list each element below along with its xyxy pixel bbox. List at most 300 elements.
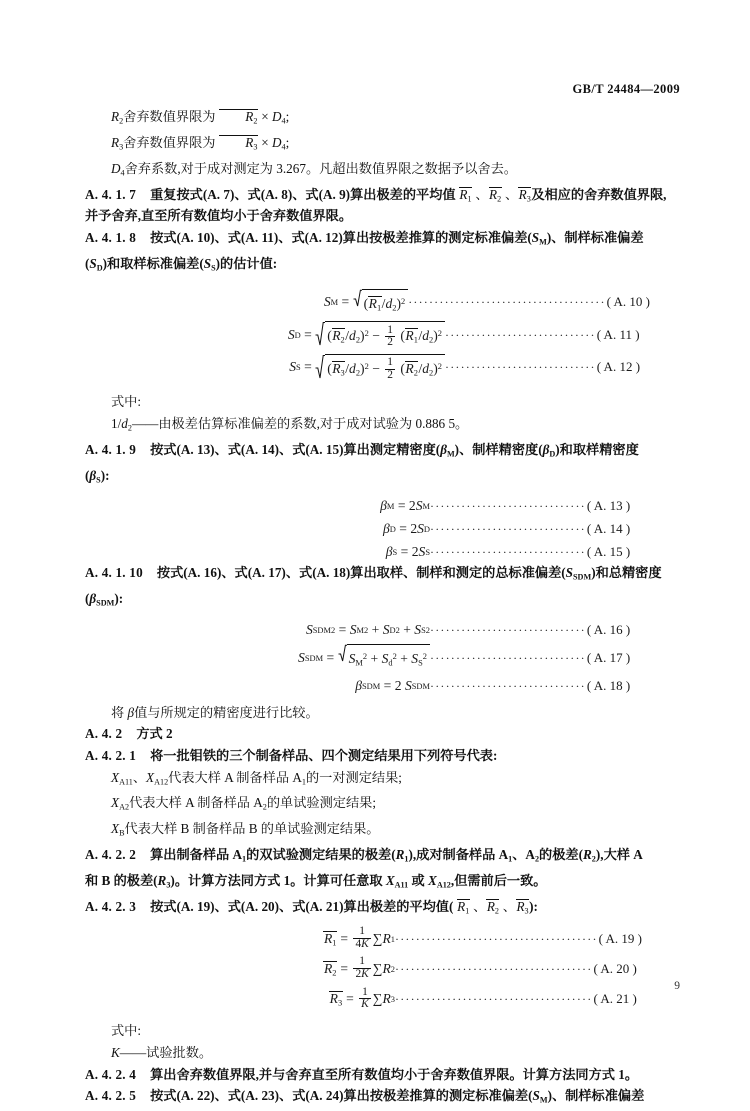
equation-a18-number: ( A. 18 ) [586,677,631,693]
X-sub-A12: A12 [154,776,169,786]
eq13-two: 2 [408,498,416,514]
beta-compare-pre: 将 [111,704,125,720]
symbol-sub-M: M [539,237,547,247]
eq20-R-sub-2: 2 [332,967,337,978]
line-r2-discard-limit [85,106,650,132]
eq12-equals: = [304,359,312,375]
sqrt-icon-a10 [353,288,362,307]
eq11-R2: R [332,328,341,344]
clause-a41110-text1: 按式(A. 16)、式(A. 17)、式(A. 18)算出取样、制样和测定的总标准偏差( [156,565,566,581]
clause-a4119-text2: )、制样精密度( [454,441,543,457]
a422-X-A12: X [428,873,437,889]
clause-a41110-text3: ): [114,591,124,607]
d2-d: d [121,415,128,431]
eq18-S: S [404,677,412,693]
clause-a4117-number: A. 4. 1. 7 [85,186,137,202]
equation-a14-expression [383,519,430,539]
eq19-frac-den [353,938,370,951]
clause-a423-number: A. 4. 2. 3 [85,898,137,914]
eq12-minus: − [372,360,380,376]
eq11-sup-2b: 2 [437,328,442,339]
eq18-equals: = [383,677,392,693]
equation-a21-leader: ······································ [395,992,593,1007]
sym2-text: 代表大样 A 制备样品 A [129,795,263,811]
symbol-beta-plain: β [127,704,135,720]
eq16-sub-M: M [356,625,364,636]
clause-a425-number: A. 4. 2. 5 [85,1088,137,1104]
eq16-SM: S [349,622,357,638]
eq14-sub-D: D [389,524,396,535]
equation-a15-row [85,542,650,562]
equation-a17-row [85,643,650,673]
a422-R-sub-2: 2 [591,854,596,864]
eq12-sub-2: 2 [355,367,361,378]
eq15-S: S [418,544,426,560]
line-r3-discard-limit [85,132,650,158]
eq15-sub-S: S [392,547,398,558]
eq15-two: 2 [411,544,419,560]
eq21-frac-num: 1 [362,985,368,998]
symbol-R: R [111,109,120,124]
eq16-SD: S [382,622,390,638]
eq13-sub-M2: M [422,501,430,512]
clause-a423-line: A. 4. 2. 3 按式(A. 19)、式(A. 20)、式(A. 21)算出极差的平均值( $R_1$ 、$R_2$ 、$R_3$): [85,898,538,916]
symbol-times-2: × [261,134,269,150]
a423-R1-sub: 1 [465,906,470,916]
a423-R3-sub: 3 [524,906,529,916]
sym1-text: 代表大样 A 制备样品 A [168,769,302,785]
a422-R-sub-1: 1 [404,854,409,864]
beta-sub-SDM: SDM [96,598,115,608]
a425-t2: )、制样标准偏差 [547,1088,645,1104]
eq19-equals: = [340,930,349,946]
eq20-sum: ∑ [372,960,383,976]
eq21-R-sub-3: 3 [337,997,343,1008]
eq19-Rbar: R [323,930,333,946]
clause-a4118-line1 [85,227,650,253]
equation-a17-expression [298,643,430,673]
clause-a42-number: A. 4. 2 [85,726,123,742]
a422-t3: ),成对制备样品 A [408,847,509,863]
eq21-frac-den [359,998,371,1011]
symbol-D-3: D [111,160,121,176]
a422-A-sub-1: 1 [242,854,247,864]
symbol-beta-D: β [542,441,550,457]
eq16-sup-2: 2 [331,625,336,636]
clause-a4118-text1: 按式(A. 10)、式(A. 11)、式(A. 12)算出按极差推算的测定标准偏差( [150,229,532,245]
eq16-S: S [305,622,313,638]
eq12-sub-2b: 2 [413,367,418,378]
equation-a12-expression: S S = $(R_3/d_2)^2$ − $\frac{1}{2}$ $(R_2/d_2)^2$ [289,353,445,383]
eq15-beta: β [385,544,393,560]
a425-sub-M: M [539,1095,548,1105]
line-r2-text: 舍弃数值界限为 [123,109,216,124]
clause-a41110-line2: $(\beta_{SDM})$: [85,591,124,608]
equation-a15-expression [386,542,430,562]
eq12-sub-3: 3 [340,367,345,378]
eq14-sub-D2: D [423,524,430,535]
a422-A1-sub: 1 [508,854,513,864]
symbol-beta-S: β [89,467,97,483]
eq18-sub-SDM2: SDM [411,680,430,691]
equation-a19-number: ( A. 19 ) [598,930,642,946]
eq19-den-K: K [361,937,369,950]
beta-sub-M: M [446,449,455,458]
clause-a4117-text1: 重复按式(A. 7)、式(A. 8)、式(A. 9)算出极差的平均值 [150,186,456,202]
a422-R-sub-3: 3 [166,880,171,890]
sqrt-icon-a11 [315,320,325,346]
d2-sub-2: 2 [127,423,132,433]
a425-t1: 按式(A. 22)、式(A. 23)、式(A. 24)算出按极差推算的测定标准偏差( [150,1088,533,1104]
eq20-Rbar: R [323,960,333,976]
eq16-plus1: + [371,622,380,638]
eq13-sub-M: M [386,501,395,512]
eq10-sub-M: M [330,297,339,308]
a422-t8: )。计算方法同方式 1。计算可任意取 [170,873,383,889]
symbol-beta-M: β [440,441,447,457]
eq12-sup-2: 2 [364,360,369,371]
eq12-d: d [349,360,356,376]
equation-a14-row [85,519,650,539]
eq19-sum: ∑ [372,930,383,946]
symbol-sub-2c: 2 [497,193,502,203]
eq10-equals: = [341,294,350,310]
clause-a4119-text4: ): [100,467,110,483]
sqrt-icon-a12 [315,353,325,379]
eq10-sup-2: 2 [400,295,406,306]
equation-a16-row [85,620,650,640]
eq19-frac-num: 1 [359,924,365,937]
symbol-sub-1: 1 [467,193,472,203]
eq20-R-sub: 2 [390,963,395,974]
eq16-sup-2b: 2 [364,625,369,636]
equation-a16-number: ( A. 16 ) [586,622,631,638]
equation-a21-expression [329,987,395,1011]
equation-a19-leader: ······································· [395,931,598,946]
X-sub-B: B [119,828,125,838]
equation-a11-leader: ····························· [445,327,596,342]
a423-R2bar: R [486,898,495,914]
clause-a42-heading [85,723,650,745]
symbol-R-bar-3: R [245,134,254,150]
eq12-sub-2c: 2 [429,367,434,378]
eq16-sub-S: S [421,625,426,636]
symbol-sub-2b: 2 [253,116,258,126]
symbol-times: × [261,109,269,124]
clause-a425-line [85,1085,650,1111]
clause-a4119-text3: )和取样精密度 [555,441,639,457]
eq18-beta: β [355,677,362,693]
sqrt-icon-a17 [338,643,347,662]
d2-numerator-1: 1 [111,415,118,431]
symbol-R-bar: R [245,109,254,124]
equation-a21-row [85,987,650,1011]
symbol-S-D: S [89,255,97,271]
clause-a4117-line2: 并予舍弃,直至所有数值均小于舍弃数值界限。 [85,208,353,224]
running-head-standard-number: GB/T 24484—2009 [572,82,680,96]
eq19-R-sub: 1 [390,933,395,944]
eq13-equals: = [397,498,406,514]
eq20-den-K: K [361,967,369,980]
eq12-S: S [289,359,297,375]
eq12-R3: R [332,360,341,376]
equation-a20-expression [323,957,395,981]
a422-t7: 和 B 的极差( [85,873,158,889]
line-symbol-XA11-XA12: $X_{A11}$、$X_{A12}$代表大样 A 制备样品 $A_1$的一对测定结果; [111,769,402,786]
symbol-sub-3: 3 [119,142,124,152]
symbol-X-B: X [111,821,120,837]
a422-t1: 算出制备样品 A [150,847,243,863]
symbol-K: K [111,1044,120,1060]
eq16-sup-2c: 2 [395,625,400,636]
a422-t4: 、A [512,847,535,863]
equation-a12-leader: ····························· [445,360,596,375]
eq13-beta: β [380,498,387,514]
eq21-fraction [359,987,371,1011]
equation-a17-leader: ······························ [430,651,586,665]
equation-a11-expression: S D = $(R_2/d_2)^2$ − $\frac{1}{2}$ $(R_1/d_2)^2$ [288,320,445,350]
a422-t9: 或 [411,873,425,889]
a424-t1: 算出舍弃数值界限,并与舍弃直至所有数值均小于舍弃数值界限。计算方法同方式 1。 [150,1066,639,1082]
line-shizhong-2: 式中: [111,1023,142,1039]
eq20-den-2: 2 [355,967,362,980]
symbol-D: D [271,109,282,124]
eq12-sup-2b: 2 [437,360,442,371]
eq14-beta: β [382,521,390,537]
eq17-sup-2c: 2 [422,651,427,662]
symbol-sub-4: 4 [281,116,286,126]
line-d4-text: 舍弃系数,对于成对测定为 3.267。凡超出数值界限之数据予以舍去。 [124,160,517,176]
eq13-S: S [415,498,423,514]
clause-a421-line [85,745,650,767]
symbol-S-SDM: S [565,565,574,581]
eq12-d2: d [422,360,430,376]
a423-R2-sub: 2 [494,906,499,916]
S-sub-SDM: SDM [573,572,592,582]
equation-a21-number: ( A. 21 ) [593,991,637,1007]
symbol-R1-bar: R [459,186,468,202]
punct-semicolon-1: ; [285,109,290,124]
symbol-sub-3b: 3 [253,142,258,152]
equation-a19-row [85,924,650,951]
eq10-R: R [368,295,377,311]
eq17-equals: = [326,650,335,665]
eq12-frac-den: 2 [387,368,393,381]
line-K-definition [85,1042,650,1064]
eq17-SM: S [348,651,356,667]
clause-a421-text: 将一批钼铁的三个制备样品、四个测定结果用下列符号代表: [150,747,498,763]
eq18-sub-SDM: SDM [361,680,381,691]
line-symbol-XB [85,818,650,844]
eq11-d2: d [422,328,430,344]
line-symbol-XA2 [85,792,650,818]
equation-a18-row [85,676,650,696]
equation-a15-leader: ······························ [430,545,586,560]
line-r3-text: 舍弃数值界限为 [123,134,216,150]
symbol-R3-bar-b: R [518,186,527,202]
clause-a4119-number: A. 4. 1. 9 [85,441,137,457]
page-number: 9 [674,980,680,992]
clause-a4118-text3: )和取样标准偏差( [102,255,204,271]
clause-a422-line1 [85,844,650,870]
clause-a421-number: A. 4. 2. 1 [85,747,137,763]
eq17-sup-2b: 2 [392,651,397,662]
clause-a4117-text2: 及相应的舍弃数值界限, [531,186,667,202]
punct-semicolon-2: ; [285,134,290,150]
page-body-column [85,106,667,1111]
eq21-Rbar: R [329,991,338,1007]
eq12-R2: R [405,360,414,376]
eq10-d: d [385,295,393,311]
symbol-sub-4b: 4 [281,142,286,152]
eq21-equals: = [346,991,354,1007]
equation-a14-leader: ······························ [430,522,586,537]
beta-compare-text: 值与所规定的精密度进行比较。 [134,704,319,720]
eq12-sub-S: S [296,362,301,373]
a422-R1: R [395,847,405,863]
beta-sub-S: S [96,474,101,484]
eq14-two: 2 [410,521,418,537]
eq11-d: d [349,328,356,344]
equation-a13-row [85,496,650,516]
equation-a10-number: ( A. 10 ) [606,294,650,310]
eq15-sub-S2: S [425,547,430,558]
eq20-equals: = [340,960,349,976]
a422-R3: R [157,873,167,889]
eq17-sup-2a: 2 [362,651,368,662]
eq17-sub-SDM: SDM [304,653,324,663]
equation-a19-expression [323,924,395,951]
sym2-text2: 的单试验测定结果; [266,795,377,811]
clause-a422-line2 [85,870,650,896]
K-note-text: ——试验批数。 [119,1044,213,1060]
equation-a18-leader: ······························ [430,678,586,693]
eq15-equals: = [400,544,409,560]
eq12-frac-num: 1 [387,356,393,369]
symbol-S-S: S [203,255,212,271]
equation-a20-row [85,957,650,981]
sym1-text2: 的一对测定结果; [305,769,402,785]
equation-a10-row [85,288,650,318]
symbol-X-A2: X [111,795,120,811]
eq21-R-sub: 3 [390,994,395,1005]
symbol-R-2: R [111,134,120,150]
clause-a4118-text4: )的估计值: [215,255,278,271]
symbol-S-M: S [531,229,540,245]
eq11-sub-D: D [294,329,301,340]
eq11-frac-den: 2 [387,336,393,349]
a422-X-sub-A11: A11 [394,880,409,890]
eq17-SS: S [411,651,419,667]
eq19-R: R [382,930,391,946]
eq12-fraction-one-half [385,357,395,381]
equation-a20-leader: ······································ [395,961,593,976]
a422-R2: R [583,847,592,863]
equation-a12-number: ( A. 12 ) [596,359,641,375]
a422-t5: 的极差( [539,847,583,863]
eq18-two: 2 [394,677,402,693]
eq17-plus1: + [370,651,379,667]
a422-t2: 的双试验测定结果的极差( [246,847,396,863]
clause-a41110-number: A. 4. 1. 10 [85,565,143,581]
eq11-fraction-one-half [385,325,395,349]
clause-a4118-number: A. 4. 1. 8 [85,229,137,245]
eq20-fraction [353,956,370,980]
symbol-sub-D: D [96,262,103,272]
equation-a16-leader: ······························ [430,623,586,638]
a422-A2-sub: 2 [534,854,540,864]
eq17-plus2: + [400,651,408,667]
a422-t6: ),大样 A [595,847,643,863]
a422-X-A11: X [385,873,395,889]
clause-a4118-line2: $(S_D)$和取样标准偏差$(S_S)$的估计值: [85,255,278,272]
symbol-D-2: D [271,134,282,150]
eq11-sub-2b: 2 [355,334,361,345]
d2-note-text: ——由极差估算标准偏差的系数,对于成对试验为 0.886 5。 [131,415,469,431]
eq14-S: S [417,521,424,537]
a423-t1: 按式(A. 19)、式(A. 20)、式(A. 21)算出极差的平均值( [150,898,454,914]
a422-t10: ,但需前后一致。 [450,873,547,889]
eq21-den-K: K [361,998,369,1011]
line-d4-note [85,158,650,184]
a423-t2: ): [529,898,538,914]
equation-a18-expression [355,676,430,696]
clause-a4119-line1 [85,439,650,465]
beta-sub-D: D [549,449,556,458]
eq17-sub-S: S [418,657,423,668]
equation-a12-row [85,353,650,383]
equation-a11-row [85,320,650,350]
eq20-frac-den [353,968,370,981]
A-sub-2: 2 [262,802,267,812]
equation-a20-number: ( A. 20 ) [593,960,637,976]
equation-a10-leader: ······································ [408,295,606,310]
eq16-sup-2d: 2 [425,625,430,636]
line-beta-compare [85,702,650,724]
symbol-sub-S: S [211,262,216,272]
equation-a13-leader: ······························ [430,499,586,514]
eq16-sub-SDM: SDM [312,625,331,636]
clause-a4117-line1: A. 4. 1. 7 重复按式(A. 7)、式(A. 8)、式(A. 9)算出极差的平均值 $R_1$ 、$R_2$ 、$R_3$及相应的舍弃数值界限, [85,186,667,203]
line-shizhong-1: 式中: [111,394,142,410]
clause-a42-title: 方式 2 [136,726,173,742]
clause-a41110-line1 [85,562,662,588]
symbol-sub-3c: 3 [526,193,531,203]
eq11-minus: − [372,328,380,344]
equation-a15-number: ( A. 15 ) [586,544,631,560]
eq20-R: R [382,960,391,976]
eq11-sub-2: 2 [340,334,345,345]
eq16-plus2: + [403,622,411,638]
clause-a4118-text2: )、制样标准偏差 [546,229,644,245]
equation-a13-number: ( A. 13 ) [586,498,631,514]
a423-R1bar: R [457,898,466,914]
eq14-equals: = [399,521,407,537]
eq11-equals: = [304,326,312,342]
clause-a41110-text2: )和总精密度 [591,565,662,581]
symbol-X-A11: X [111,769,120,785]
clause-a422-number: A. 4. 2. 2 [85,847,137,863]
clause-a424-number: A. 4. 2. 4 [85,1066,137,1082]
a423-R3bar: R [516,898,525,914]
eq19-fraction [353,926,370,950]
line-d2-definition: $1/d_2——$由极差估算标准偏差的系数,对于成对试验为 0.886 5。 [111,415,469,433]
eq11-S: S [287,326,295,342]
eq21-R: R [382,991,391,1007]
eq16-sub-D: D [389,625,396,636]
X-sub-A2: A2 [119,802,130,812]
eq17-sub-M: M [355,657,363,668]
